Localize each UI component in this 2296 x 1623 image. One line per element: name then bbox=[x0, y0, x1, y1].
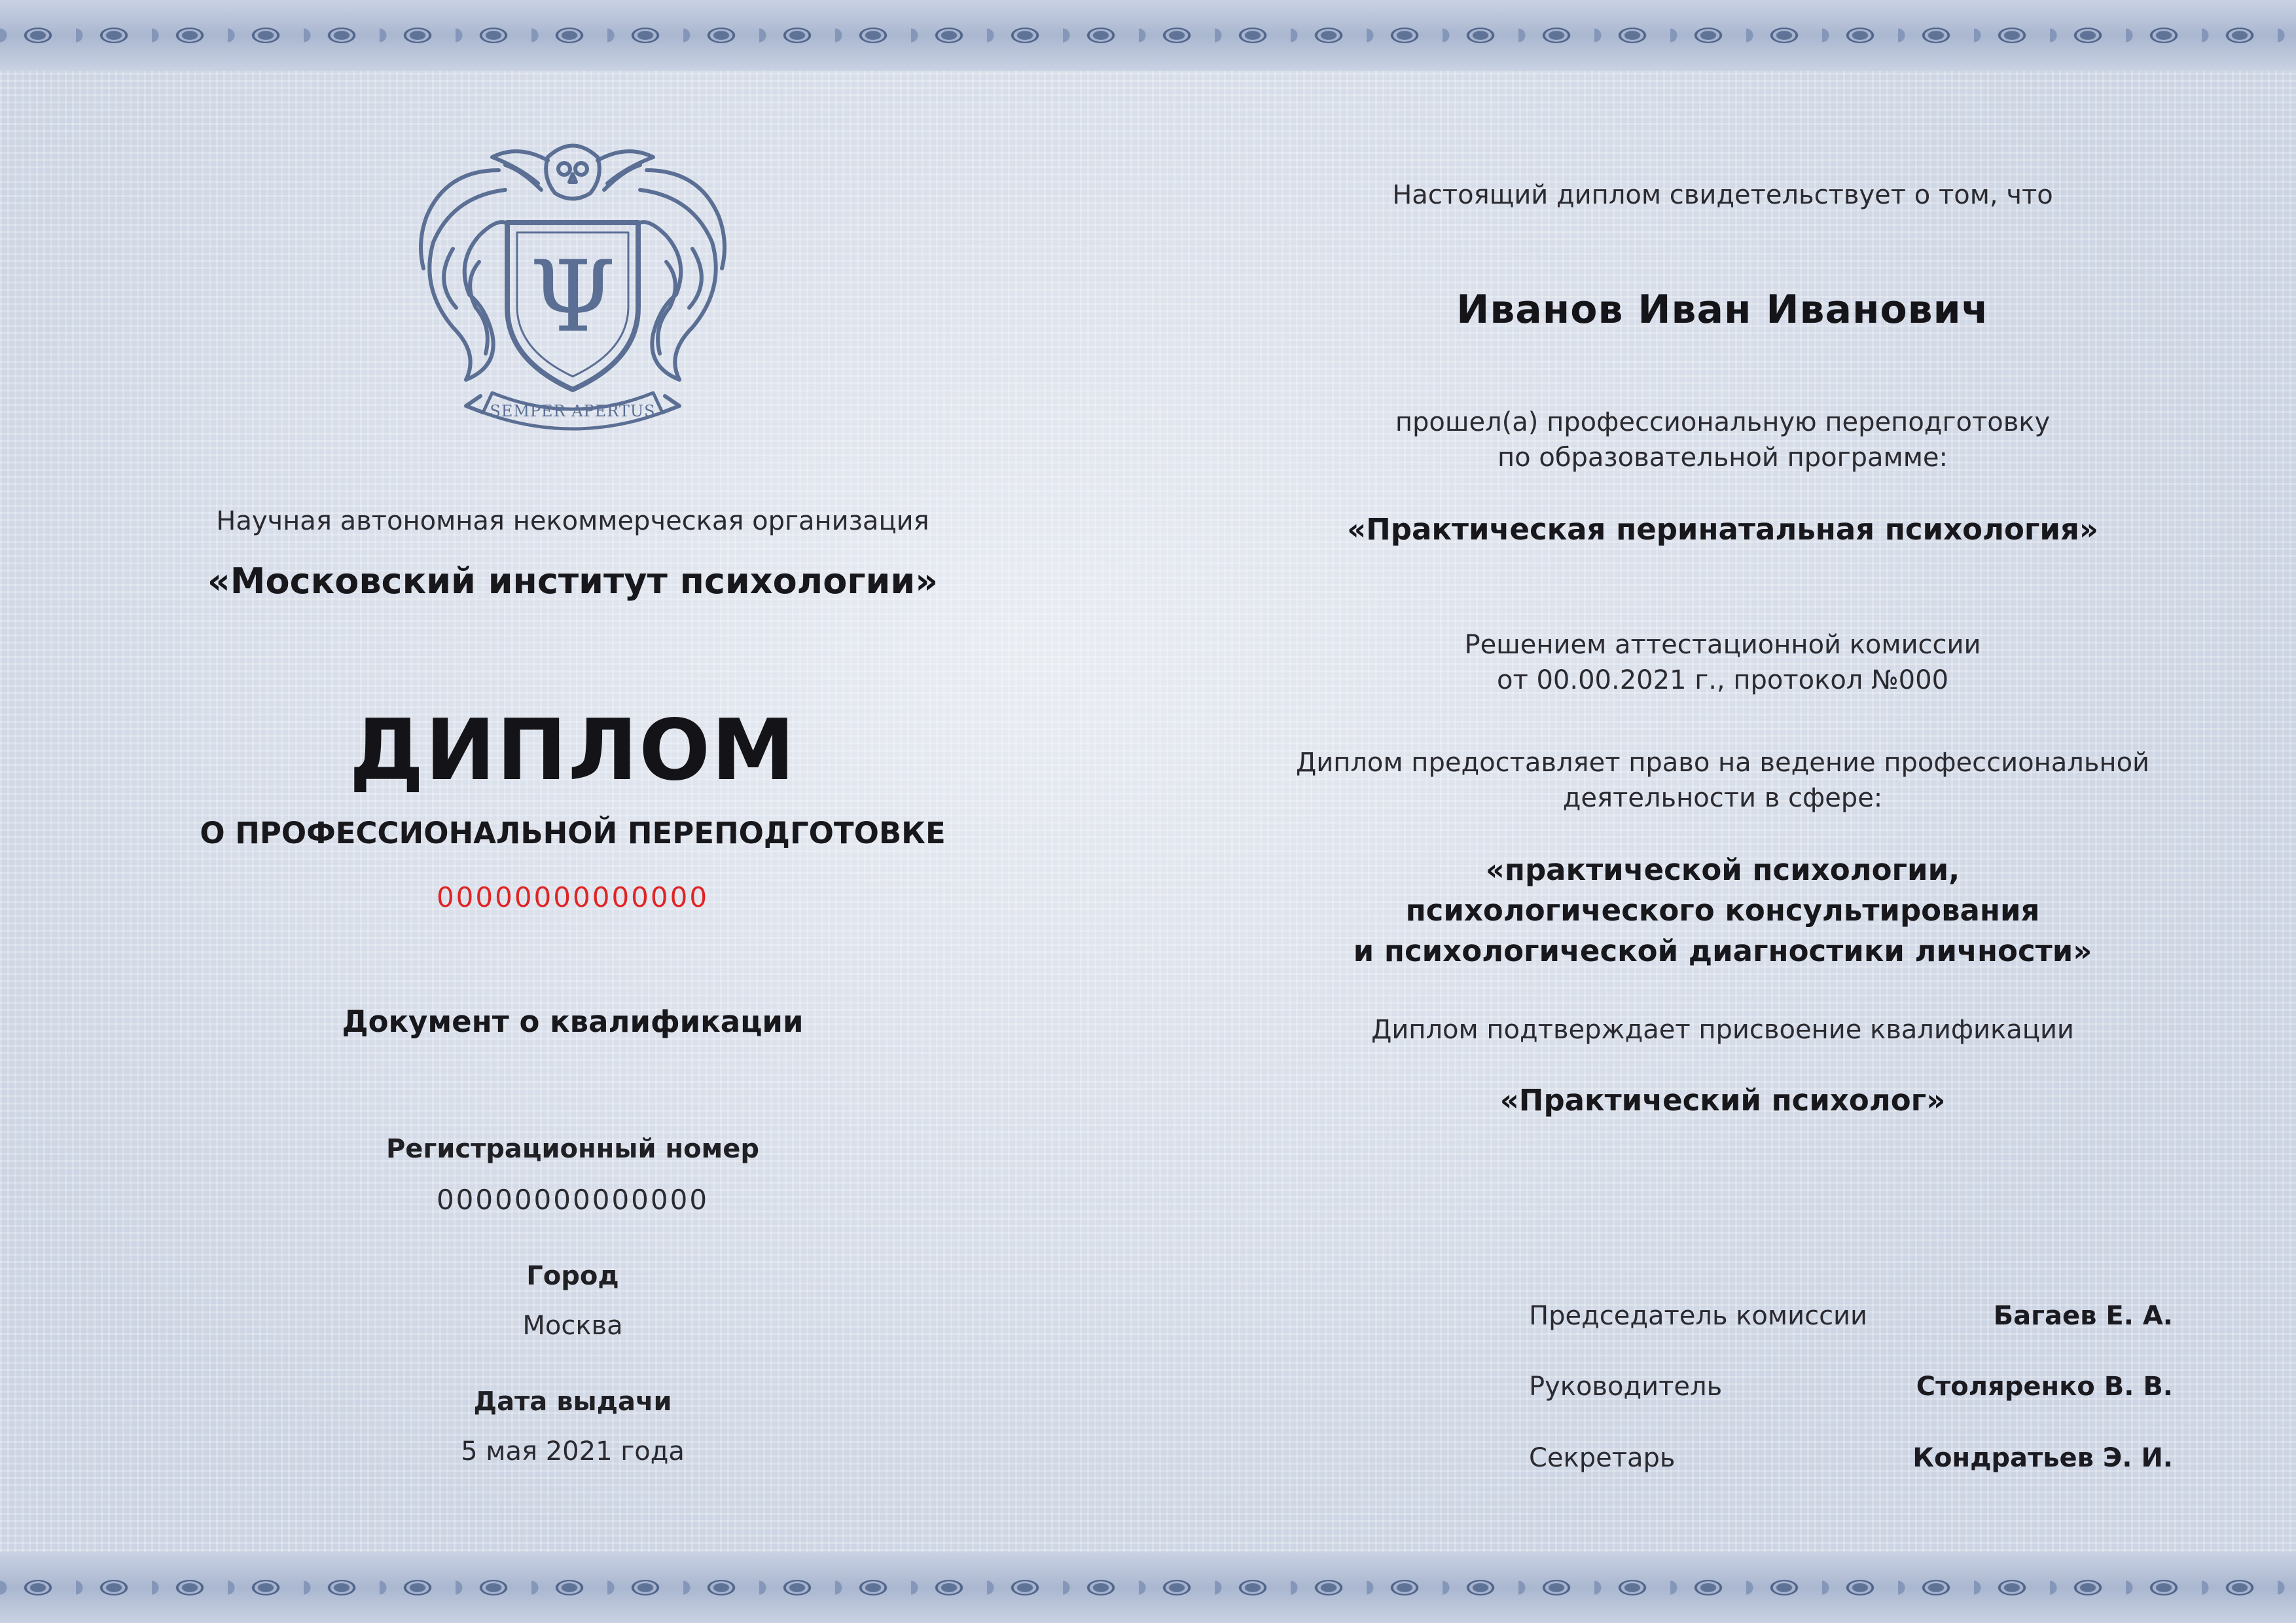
passed-line-1: прошел(а) профессиональную переподготовку bbox=[1395, 407, 2051, 437]
sphere-line-1: «практической психологии, bbox=[1485, 852, 1960, 887]
rights-line-2: деятельности в сфере: bbox=[1562, 783, 1883, 813]
diploma-subtitle: О ПРОФЕССИОНАЛЬНОЙ ПЕРЕПОДГОТОВКЕ bbox=[200, 816, 946, 850]
sphere-line-2: психологического консультирования bbox=[1405, 893, 2040, 928]
ornamental-border-bottom bbox=[0, 1552, 2296, 1623]
decision-line-1: Решением аттестационной комиссии bbox=[1464, 630, 1981, 660]
org-type: Научная автономная некоммерческая организация bbox=[216, 506, 929, 536]
qualification-intro: Диплом подтверждает присвоение квалификации bbox=[1371, 1015, 2074, 1045]
qualification-name: «Практический психолог» bbox=[1499, 1083, 1946, 1118]
city-value: Москва bbox=[522, 1311, 623, 1341]
holder-name: Иванов Иван Иванович bbox=[1456, 287, 1989, 333]
org-name: «Московский институт психологии» bbox=[207, 560, 939, 602]
rights-line-1: Диплом предоставляет право на ведение профессиональной bbox=[1295, 748, 2150, 778]
issue-date-label: Дата выдачи bbox=[473, 1387, 672, 1417]
diploma-title: ДИПЛОМ bbox=[349, 702, 797, 799]
registration-number: 00000000000000 bbox=[436, 1184, 709, 1216]
ornamental-border-top bbox=[0, 0, 2296, 71]
issue-date: 5 мая 2021 года bbox=[461, 1436, 685, 1467]
signature-role-head: Руководитель bbox=[1529, 1372, 1723, 1402]
signature-name-chairman: Багаев Е. А. bbox=[1993, 1301, 2173, 1331]
serial-number: 00000000000000 bbox=[436, 881, 709, 913]
signature-role-chairman: Председатель комиссии bbox=[1529, 1301, 1868, 1331]
signature-role-secretary: Секретарь bbox=[1529, 1443, 1676, 1473]
city-label: Город bbox=[526, 1261, 619, 1291]
signature-name-secretary: Кондратьев Э. И. bbox=[1912, 1443, 2173, 1473]
document-type: Документ о квалификации bbox=[342, 1004, 804, 1039]
decision-line-2: от 00.00.2021 г., протокол №000 bbox=[1496, 665, 1949, 695]
institute-emblem-icon bbox=[407, 131, 738, 439]
registration-label: Регистрационный номер bbox=[386, 1134, 760, 1164]
sphere-line-3: и психологической диагностики личности» bbox=[1353, 934, 2092, 968]
signature-name-head: Столяренко В. В. bbox=[1916, 1372, 2173, 1402]
passed-line-2: по образовательной программе: bbox=[1498, 443, 1948, 473]
intro-text: Настоящий диплом свидетельствует о том, что bbox=[1392, 180, 2053, 210]
emblem-motto: SEMPER APERTUS bbox=[490, 402, 656, 420]
psi-symbol: Ψ bbox=[529, 240, 616, 354]
program-name: «Практическая перинатальная психология» bbox=[1347, 512, 2098, 547]
